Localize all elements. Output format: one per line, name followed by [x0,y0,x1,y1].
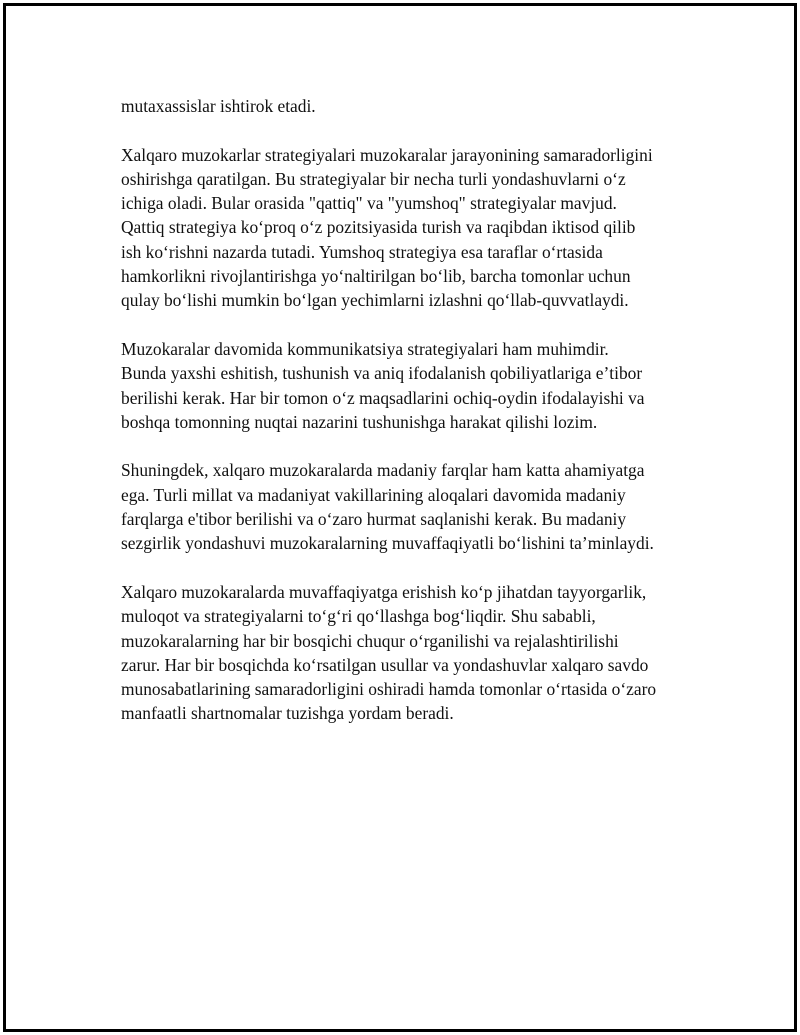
text-line: ega. Turli millat va madaniyat vakillarining aloqalari davomida madaniy [121,484,626,505]
paragraph-5 [121,580,701,726]
text-line: mutaxassislar ishtirok etadi. [121,96,316,116]
text-line: manfaatli shartnomalar tuzishga yordam beradi. [121,703,454,724]
text-line: Shuningdek, xalqaro muzokaralarda madaniy farqlar ham katta ahamiyatga [121,460,645,481]
text-line: qulay boʻlishi mumkin boʻlgan yechimlarni izlashni qoʻllab-quvvatlaydi. [121,290,629,311]
paragraph-1 [121,94,701,118]
text-line: farqlarga e'tibor berilishi va oʻzaro hurmat saqlanishi kerak. Bu madaniy [121,509,627,530]
text-line: boshqa tomonning nuqtai nazarini tushunishga harakat qilishi lozim. [121,411,598,432]
text-line: oshirishga qaratilgan. Bu strategiyalar bir necha turli yondashuvlarni oʻz [121,168,626,189]
text-line: zarur. Har bir bosqichda koʻrsatilgan usullar va yondashuvlar xalqaro savdo [121,654,649,675]
text-line: Bunda yaxshi eshitish, tushunish va aniq ifodalanish qobiliyatlariga eʼtibor [121,363,643,384]
text-line: Muzokaralar davomida kommunikatsiya strategiyalari ham muhimdir. [121,338,609,359]
text-line: munosabatlarining samaradorligini oshiradi hamda tomonlar oʻrtasida oʻzaro [121,679,657,700]
paragraph-3 [121,337,701,434]
paragraph-2 [121,143,701,313]
text-line: muzokaralarning har bir bosqichi chuqur oʻrganilishi va rejalashtirilishi [121,630,619,651]
paragraph-4 [121,458,701,555]
text-line: Xalqaro muzokaralarda muvaffaqiyatga erishish koʻp jihatdan tayyorgarlik, [121,581,647,602]
page-frame [3,3,797,1032]
text-line: ichiga oladi. Bular orasida "qattiq" va "yumshoq" strategiyalar mavjud. [121,193,617,214]
text-line: sezgirlik yondashuvi muzokaralarning muvaffaqiyatli boʻlishini taʼminlaydi. [121,533,654,554]
text-line: hamkorlikni rivojlantirishga yoʻnaltirilgan boʻlib, barcha tomonlar uchun [121,266,631,287]
text-line: Qattiq strategiya koʻproq oʻz pozitsiyasida turish va raqibdan iktisod qilib [121,217,636,238]
document-body [121,94,701,750]
text-line: muloqot va strategiyalarni toʻgʻri qoʻllashga bogʻliqdir. Shu sababli, [121,606,596,627]
text-line: Xalqaro muzokarlar strategiyalari muzokaralar jarayonining samaradorligini [121,144,653,165]
text-line: berilishi kerak. Har bir tomon oʻz maqsadlarini ochiq-oydin ifodalayishi va [121,387,645,408]
text-line: ish koʻrishni nazarda tutadi. Yumshoq strategiya esa taraflar oʻrtasida [121,241,603,262]
